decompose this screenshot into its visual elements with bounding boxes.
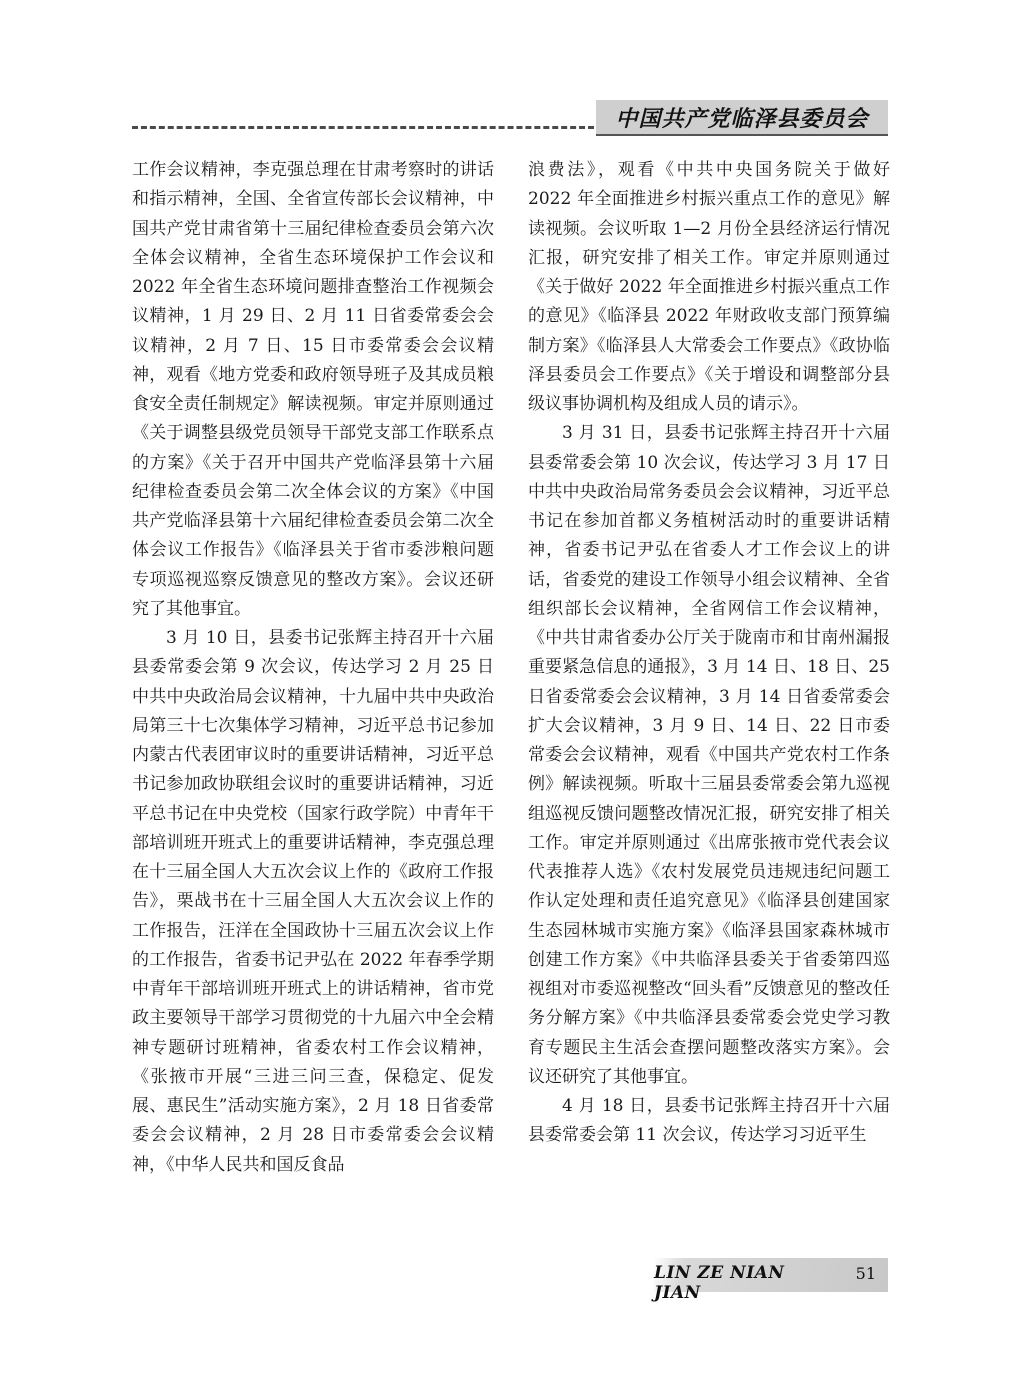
header-dashed-rule: [132, 126, 594, 129]
body-paragraph: 工作会议精神，李克强总理在甘肃考察时的讲话和指示精神，全国、全省宣传部长会议精神，中国共产党甘肃省第十三届纪律检查委员会第六次全体会议精神，全省生态环境保护工作会议和 2022 年全省生态环境问题排查整治工作视频会议精神，1 月 29 日、2 月 11 日省委常委会会议精神，2 月 7 日、15 日市委常委会会议精神，观看《地方党委和政府领导班子及其成员粮食安全责任制规定》解读视频。审定并原则通过《关于调整县级党员领导干部党支部工作联系点的方案》《关于召开中国共产党临泽县第十六届纪律检查委员会第二次全体会议的方案》《中国共产党临泽县第十六届纪律检查委员会第二次全体会议工作报告》《临泽县关于省市委涉粮问题专项巡视巡察反馈意见的整改方案》。会议还研究了其他事宜。: [132, 160, 494, 619]
header-banner: [596, 100, 888, 136]
body-paragraph: 3 月 31 日，县委书记张辉主持召开十六届县委常委会第 10 次会议，传达学习 3 月 17 日中共中央政治局常务委员会会议精神，习近平总书记在参加首都义务植树活动时的重要讲话精神，省委书记尹弘在省委人才工作会议上的讲话，省委党的建设工作领导小组会议精神、全省组织部长会议精神，全省网信工作会议精神，《中共甘肃省委办公厅关于陇南市和甘南州漏报重要紧急信息的通报》，3 月 14 日、18 日、25 日省委常委会会议精神，3 月 14 日省委常委会扩大会议精神，3 月 9 日、14 日、22 日市委常委会会议精神，观看《中国共产党农村工作条例》解读视频。听取十三届县委常委会第九巡视组巡视反馈问题整改情况汇报，研究安排了相关工作。审定并原则通过《出席张掖市党代表会议代表推荐人选》《农村发展党员违规违纪问题工作认定处理和责任追究意见》《临泽县创建国家生态园林城市实施方案》《临泽县国家森林城市创建工作方案》《中共临泽县委关于省委第四巡视组对市委巡视整改“回头看”反馈意见的整改任务分解方案》《中共临泽县委常委会党史学习教育专题民主生活会查摆问题整改落实方案》。会议还研究了其他事宜。: [528, 423, 890, 1087]
body-paragraph: 4 月 18 日，县委书记张辉主持召开十六届县委常委会第 11 次会议，传达学习习近平生: [528, 1096, 890, 1146]
header-title: 中国共产党临泽县委员会: [615, 106, 869, 132]
body-paragraph: 浪费法》，观看《中共中央国务院关于做好 2022 年全面推进乡村振兴重点工作的意见》解读视频。会议听取 1—2 月份全县经济运行情况汇报，研究安排了相关工作。审定并原则通过《关于做好 2022 年全面推进乡村振兴重点工作的意见》《临泽县 2022 年财政收支部门预算编制方案》《临泽县人大常委会工作要点》《政协临泽县委员会工作要点》《关于增设和调整部分县级议事协调机构及组成人员的请示》。: [528, 160, 890, 414]
page-number: 51: [855, 1264, 876, 1283]
left-column: [132, 156, 494, 1180]
footer-banner: [654, 1258, 888, 1303]
right-column: [528, 156, 890, 1151]
journal-name: LIN ZE NIAN JIAN: [654, 1263, 785, 1303]
body-paragraph: 3 月 10 日，县委书记张辉主持召开十六届县委常委会第 9 次会议，传达学习 2 月 25 日中共中央政治局会议精神，十九届中共中央政治局第三十七次集体学习精神，习近平总书记参加内蒙古代表团审议时的重要讲话精神，习近平总书记参加政协联组会议时的重要讲话精神，习近平总书记在中央党校（国家行政学院）中青年干部培训班开班式上的重要讲话精神，李克强总理在十三届全国人大五次会议上作的《政府工作报告》，栗战书在十三届全国人大五次会议上作的工作报告，汪洋在全国政协十三届五次会议上作的工作报告，省委书记尹弘在 2022 年春季学期中青年干部培训班开班式上的讲话精神，省市党政主要领导干部学习贯彻党的十九届六中全会精神专题研讨班精神，省委农村工作会议精神，《张掖市开展“三进三问三查，保稳定、促发展、惠民生”活动实施方案》，2 月 18 日省委常委会会议精神，2 月 28 日市委常委会会议精神，《中华人民共和国反食品: [132, 628, 494, 1175]
